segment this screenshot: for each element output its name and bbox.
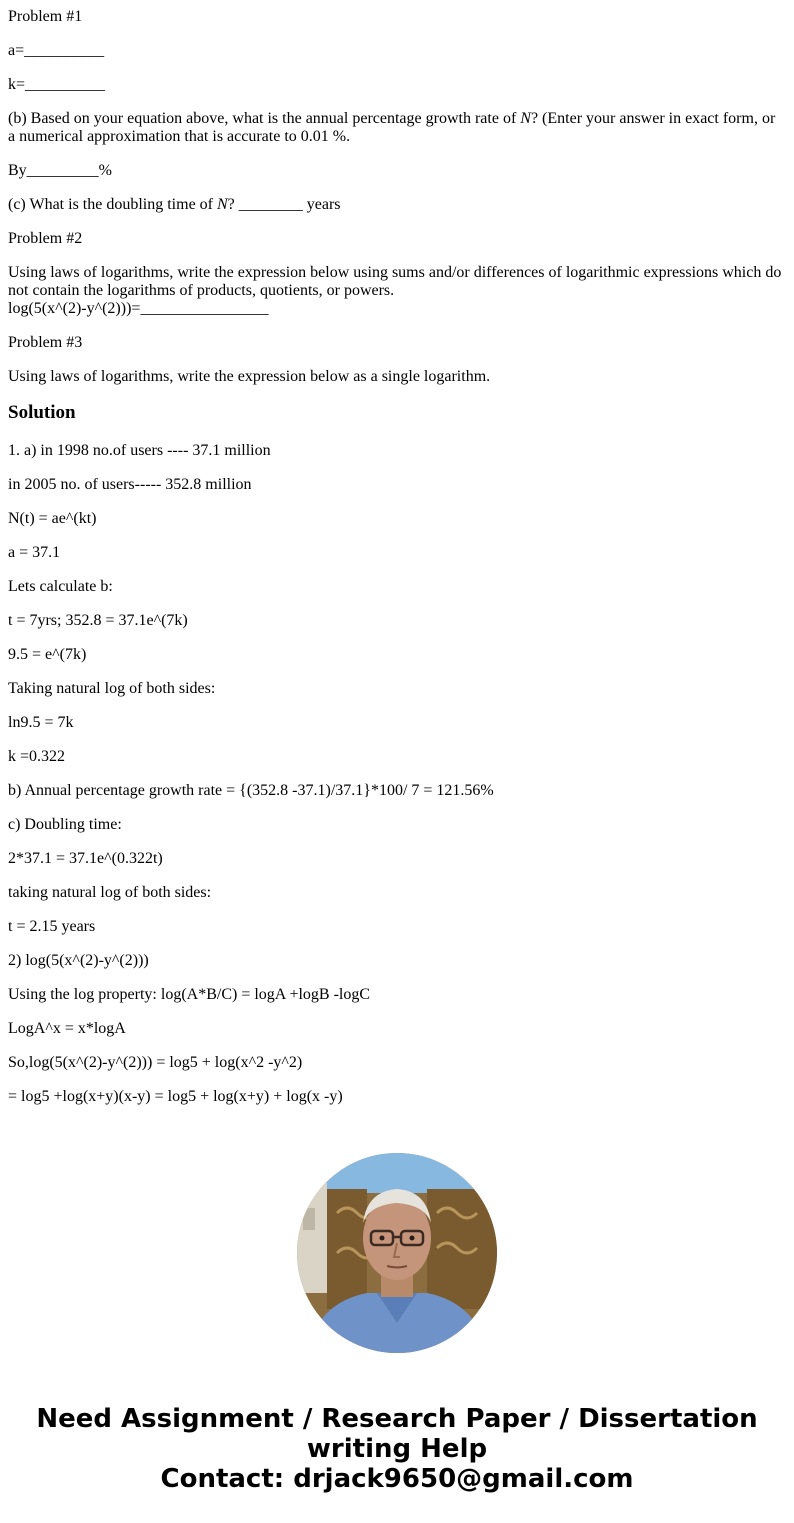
k-answer-line: k=__________ [8,76,106,93]
solution-line: LogA^x = x*logA [8,1020,126,1037]
solution-line: a = 37.1 [8,544,61,561]
solution-line: Taking natural log of both sides: [8,680,216,697]
problem2-expression: log(5(x^(2)-y^(2)))=________________ [8,300,269,317]
problem2-instruction: Using laws of logarithms, write the expression below using sums and/or differences of logarithmic expressions which do not contain the logarithms of products, quotients, or powers. [8,264,782,299]
part-c-question: (c) What is the doubling time of N? ________ years [8,196,341,213]
solution-line: Using the log property: log(A*B/C) = logA +logB -logC [8,986,371,1003]
solution-line: 1. a) in 1998 no.of users ---- 37.1 million [8,442,271,459]
solution-line: in 2005 no. of users----- 352.8 million [8,476,252,493]
solution-line: = log5 +log(x+y)(x-y) = log5 + log(x+y) + log(x -y) [8,1088,343,1105]
problem3-instruction: Using laws of logarithms, write the expression below as a single logarithm. [8,368,491,385]
solution-line: c) Doubling time: [8,816,122,833]
solution-line: So,log(5(x^(2)-y^(2))) = log5 + log(x^2 -y^2) [8,1054,303,1071]
solution-heading: Solution [8,402,76,423]
solution-line: b) Annual percentage growth rate = {(352.8 -37.1)/37.1}*100/ 7 = 121.56% [8,782,494,799]
problem1-heading: Problem #1 [8,8,83,25]
variable-n: N [217,196,228,213]
banner-line-2: writing Help [306,1434,488,1464]
solution-line: N(t) = ae^(kt) [8,510,97,527]
solution-line: t = 7yrs; 352.8 = 37.1e^(7k) [8,612,188,629]
banner-contact-line: Contact: drjack9650@gmail.com [160,1464,634,1494]
contact-banner [0,1404,794,1494]
solution-line: taking natural log of both sides: [8,884,212,901]
solution-line: t = 2.15 years [8,918,96,935]
problem2-heading: Problem #2 [8,230,83,247]
by-answer-line: By_________% [8,162,112,179]
banner-line-1: Need Assignment / Research Paper / Dissertation [36,1404,758,1434]
solution-line: 2*37.1 = 37.1e^(0.322t) [8,850,163,867]
a-answer-line: a=__________ [8,42,105,59]
part-b-question: (b) Based on your equation above, what is the annual percentage growth rate of N? (Enter your answer in exact form, or a numerical approximation that is accurate to 0.01 %. [8,110,776,145]
problem3-heading: Problem #3 [8,334,83,351]
variable-n: N [520,110,531,127]
solution-line: 2) log(5(x^(2)-y^(2))) [8,952,149,969]
solution-line: Lets calculate b: [8,578,113,595]
author-photo [297,1153,497,1353]
solution-line: 9.5 = e^(7k) [8,646,87,663]
solution-line: k =0.322 [8,748,66,765]
solution-line: ln9.5 = 7k [8,714,74,731]
